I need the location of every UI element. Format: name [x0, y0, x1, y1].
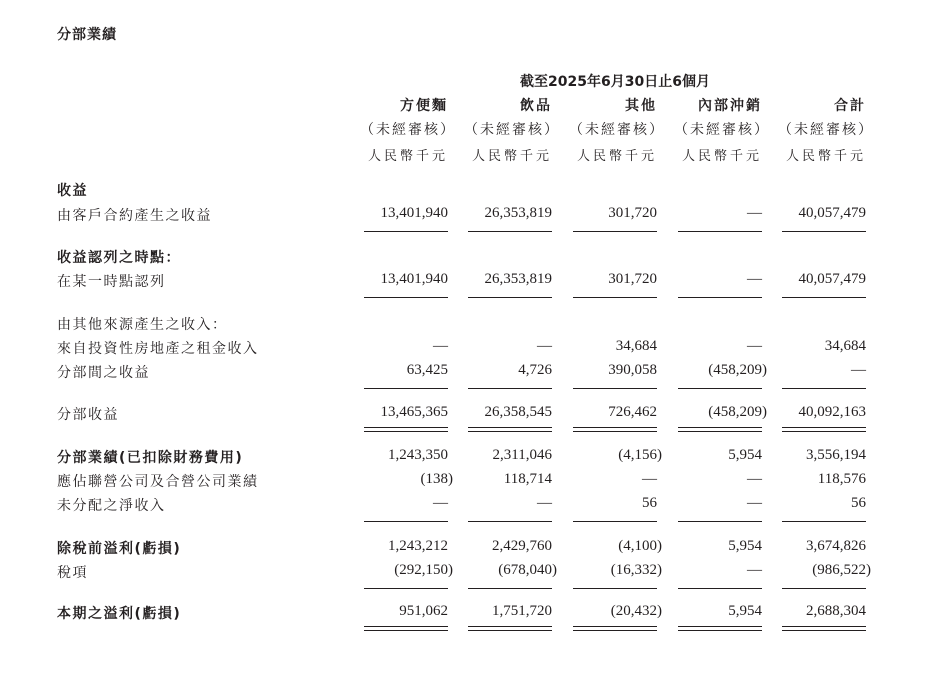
cell-noodles: 13,465,365 — [380, 404, 448, 420]
column-audit-eliminations: （未經審核） — [674, 122, 770, 138]
underline — [782, 588, 866, 589]
underline — [782, 297, 866, 298]
underline — [364, 521, 448, 522]
cell-noodles: 13,401,940 — [380, 205, 448, 221]
cell-total: 56 — [851, 495, 866, 511]
column-audit-noodles: （未經審核） — [360, 122, 456, 138]
double-underline — [678, 427, 762, 432]
underline — [678, 521, 762, 522]
cell-others: (20,432) — [610, 603, 662, 619]
underline — [678, 297, 762, 298]
cell-eliminations: — — [747, 562, 762, 578]
double-underline — [468, 427, 552, 432]
cell-total: 34,684 — [824, 338, 866, 354]
cell-beverages: 26,353,819 — [484, 205, 552, 221]
column-header-total: 合計 — [834, 98, 866, 114]
cell-eliminations: — — [747, 471, 762, 487]
cell-noodles: (292,150) — [394, 562, 453, 578]
double-underline — [468, 626, 552, 631]
underline — [782, 231, 866, 232]
cell-others: 301,720 — [608, 271, 657, 287]
underline — [364, 388, 448, 389]
cell-noodles: 1,243,350 — [388, 447, 448, 463]
cell-total: 2,688,304 — [806, 603, 866, 619]
underline — [573, 588, 657, 589]
cell-noodles: 1,243,212 — [388, 538, 448, 554]
underline — [573, 388, 657, 389]
underline — [468, 588, 552, 589]
double-underline — [782, 427, 866, 432]
underline — [573, 231, 657, 232]
cell-eliminations: 5,954 — [728, 538, 762, 554]
cell-noodles: — — [433, 338, 448, 354]
row-label: 本期之溢利(虧損) — [57, 606, 182, 622]
cell-beverages: 4,726 — [518, 362, 552, 378]
row-label: 應佔聯營公司及合營公司業績 — [57, 474, 259, 490]
column-unit-others: 人民幣千元 — [576, 149, 657, 164]
cell-total: — — [851, 362, 866, 378]
cell-total: (986,522) — [812, 562, 871, 578]
underline — [364, 588, 448, 589]
cell-beverages: (678,040) — [498, 562, 557, 578]
underline — [782, 388, 866, 389]
cell-noodles: 63,425 — [406, 362, 448, 378]
cell-total: 3,556,194 — [806, 447, 866, 463]
cell-eliminations: (458,209) — [708, 362, 767, 378]
cell-eliminations: 5,954 — [728, 447, 762, 463]
cell-beverages: 2,311,046 — [492, 447, 552, 463]
double-underline — [573, 427, 657, 432]
cell-eliminations: — — [747, 271, 762, 287]
column-header-noodles: 方便麵 — [400, 98, 448, 114]
column-unit-eliminations: 人民幣千元 — [681, 149, 762, 164]
cell-total: 40,057,479 — [798, 205, 866, 221]
row-label: 除稅前溢利(虧損) — [57, 541, 182, 557]
double-underline — [782, 626, 866, 631]
underline — [364, 231, 448, 232]
cell-beverages: 26,358,545 — [484, 404, 552, 420]
column-header-eliminations: 內部沖銷 — [698, 98, 762, 114]
row-label: 來自投資性房地產之租金收入 — [57, 341, 259, 357]
row-label: 在某一時點認列 — [57, 274, 166, 290]
column-unit-total: 人民幣千元 — [785, 149, 866, 164]
cell-beverages: 1,751,720 — [492, 603, 552, 619]
cell-total: 40,057,479 — [798, 271, 866, 287]
cell-eliminations: — — [747, 205, 762, 221]
underline — [678, 588, 762, 589]
cell-total: 40,092,163 — [798, 404, 866, 420]
timing-heading: 收益認列之時點： — [57, 250, 181, 266]
cell-others: (16,332) — [610, 562, 662, 578]
cell-others: 726,462 — [608, 404, 657, 420]
cell-beverages: — — [537, 495, 552, 511]
column-audit-beverages: （未經審核） — [464, 122, 560, 138]
double-underline — [364, 626, 448, 631]
cell-others: 301,720 — [608, 205, 657, 221]
underline — [468, 388, 552, 389]
underline — [782, 521, 866, 522]
underline — [573, 521, 657, 522]
column-audit-total: （未經審核） — [778, 122, 874, 138]
underline — [364, 297, 448, 298]
period-header: 截至2025年6月30日止6個月 — [520, 74, 710, 90]
cell-beverages: — — [537, 338, 552, 354]
cell-beverages: 118,714 — [503, 471, 552, 487]
underline — [468, 521, 552, 522]
cell-others: — — [642, 471, 657, 487]
other-income-heading: 由其他來源產生之收入： — [57, 317, 228, 333]
column-audit-others: （未經審核） — [569, 122, 665, 138]
double-underline — [364, 427, 448, 432]
underline — [468, 231, 552, 232]
underline — [678, 231, 762, 232]
column-header-beverages: 飲品 — [520, 98, 552, 114]
cell-noodles: 13,401,940 — [380, 271, 448, 287]
row-label: 分部間之收益 — [57, 365, 150, 381]
cell-noodles: 951,062 — [399, 603, 448, 619]
cell-total: 3,674,826 — [806, 538, 866, 554]
row-label: 分部業績(已扣除財務費用) — [57, 450, 244, 466]
cell-eliminations: — — [747, 495, 762, 511]
cell-others: (4,156) — [618, 447, 662, 463]
underline — [468, 297, 552, 298]
column-unit-noodles: 人民幣千元 — [367, 149, 448, 164]
cell-eliminations: (458,209) — [708, 404, 767, 420]
row-label: 未分配之淨收入 — [57, 498, 166, 514]
cell-noodles: (138) — [420, 471, 453, 487]
underline — [678, 388, 762, 389]
cell-others: (4,100) — [618, 538, 662, 554]
underline — [573, 297, 657, 298]
cell-others: 56 — [642, 495, 657, 511]
cell-eliminations: — — [747, 338, 762, 354]
double-underline — [678, 626, 762, 631]
column-unit-beverages: 人民幣千元 — [471, 149, 552, 164]
row-label: 分部收益 — [57, 407, 119, 423]
cell-beverages: 26,353,819 — [484, 271, 552, 287]
cell-eliminations: 5,954 — [728, 603, 762, 619]
cell-others: 34,684 — [615, 338, 657, 354]
cell-total: 118,576 — [817, 471, 866, 487]
cell-others: 390,058 — [608, 362, 657, 378]
column-header-others: 其他 — [625, 98, 657, 114]
row-label: 由客戶合約產生之收益 — [57, 208, 212, 224]
cell-noodles: — — [433, 495, 448, 511]
section-title: 分部業績 — [57, 27, 117, 43]
cell-beverages: 2,429,760 — [492, 538, 552, 554]
revenue-heading: 收益 — [57, 183, 88, 199]
double-underline — [573, 626, 657, 631]
row-label: 稅項 — [57, 565, 88, 581]
